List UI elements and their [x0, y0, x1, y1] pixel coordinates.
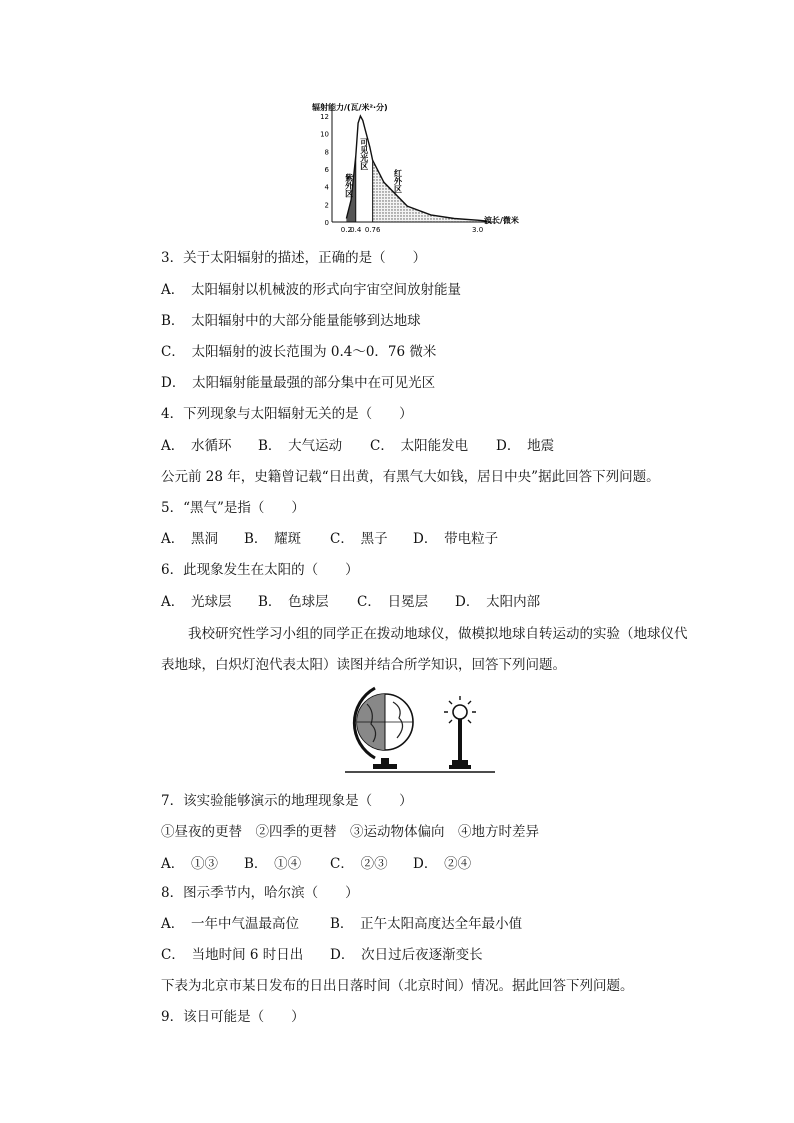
q6-option-b: B． 色球层	[258, 594, 329, 610]
q7-option-a: A． ①③	[161, 856, 218, 872]
x-tick-label: 0.76	[364, 226, 381, 234]
globe-lamp-figure	[345, 682, 495, 780]
x-tick-label: 3.0	[472, 226, 484, 234]
ir-region-label: 红外区	[393, 169, 403, 193]
q6-option-c: C． 日冕层	[357, 594, 429, 610]
uv-region-label: 紫外区	[344, 173, 354, 198]
q3-option-c: C． 太阳辐射的波长范围为 0.4～0．76 微米	[161, 344, 437, 360]
ir-region-fill	[373, 160, 487, 222]
globe-intro-line1: 我校研究性学习小组的同学正在拨动地球仪，做模拟地球自转运动的实验（地球仪代	[188, 626, 688, 642]
q6-option-d: D． 太阳内部	[455, 594, 541, 610]
q3-option-a: A． 太阳辐射以机械波的形式向宇宙空间放射能量	[161, 282, 461, 298]
q6-option-a: A． 光球层	[161, 594, 232, 610]
q8-stem: 8．图示季节内，哈尔滨（ ）	[161, 885, 359, 901]
y-tick-label: 2	[324, 201, 329, 210]
y-tick-label: 4	[324, 183, 329, 192]
history-intro: 公元前 28 年，史籍曾记载“日出黄，有黑气大如钱，居日中央”据此回答下列问题。	[161, 469, 660, 485]
q5-option-c: C． 黑子	[330, 531, 388, 547]
q7-stem: 7．该实验能够演示的地理现象是（ ）	[161, 793, 413, 809]
y-tick-label: 8	[324, 148, 329, 157]
y-tick-label: 0	[324, 219, 329, 227]
q5-option-b: B． 耀斑	[244, 531, 302, 547]
q8-option-c: C． 当地时间 6 时日出	[161, 947, 304, 963]
y-tick-label: 6	[324, 166, 329, 174]
q3-option-b: B． 太阳辐射中的大部分能量能够到达地球	[161, 313, 421, 329]
q7-items: ①昼夜的更替 ②四季的更替 ③运动物体偏向 ④地方时差异	[161, 824, 539, 840]
q5-option-d: D． 带电粒子	[413, 531, 499, 547]
q8-option-b: B． 正午太阳高度达全年最小值	[330, 916, 523, 932]
lamp-icon	[444, 696, 476, 769]
globe-intro-line2: 表地球，白炽灯泡代表太阳）读图并结合所学知识，回答下列问题。	[161, 657, 566, 673]
globe-icon	[354, 688, 413, 769]
y-tick-label: 12	[320, 113, 329, 121]
solar-radiation-chart	[310, 98, 546, 238]
q4-option-d: D． 地震	[496, 438, 555, 454]
q7-option-b: B． ①④	[244, 856, 302, 872]
visible-region-label: 可见光区	[359, 138, 369, 171]
q4-option-b: B． 大气运动	[258, 438, 343, 454]
q7-option-d: D． ②④	[413, 856, 472, 872]
q3-stem: 3．关于太阳辐射的描述，正确的是（ ）	[161, 250, 427, 266]
q4-stem: 4．下列现象与太阳辐射无关的是（ ）	[161, 406, 413, 422]
q5-option-a: A． 黑洞	[161, 531, 218, 547]
q7-option-c: C． ②③	[330, 856, 388, 872]
table-intro: 下表为北京市某日发布的日出日落时间（北京时间）情况。据此回答下列问题。	[161, 978, 634, 994]
q3-option-d: D． 太阳辐射能量最强的部分集中在可见光区	[161, 375, 436, 391]
y-tick-label: 10	[320, 130, 329, 139]
chart-xlabel: 波长/微米	[484, 216, 519, 225]
q9-stem: 9．该日可能是（ ）	[161, 1009, 305, 1025]
q5-stem: 5．“黑气”是指（ ）	[161, 500, 305, 516]
x-tick-label: 0.4	[350, 226, 362, 234]
q4-option-a: A． 水循环	[161, 438, 232, 454]
q8-option-d: D． 次日过后夜逐渐变长	[330, 947, 483, 963]
x-tick-label: 0.2	[340, 226, 352, 234]
q4-option-c: C． 太阳能发电	[370, 438, 469, 454]
solar-radiation-chart-svg	[310, 98, 546, 238]
q8-option-a: A． 一年中气温最高位	[161, 916, 299, 932]
q6-stem: 6．此现象发生在太阳的（ ）	[161, 562, 359, 578]
chart-ylabel: 辐射能力/(瓦/米²·分)	[312, 103, 388, 112]
